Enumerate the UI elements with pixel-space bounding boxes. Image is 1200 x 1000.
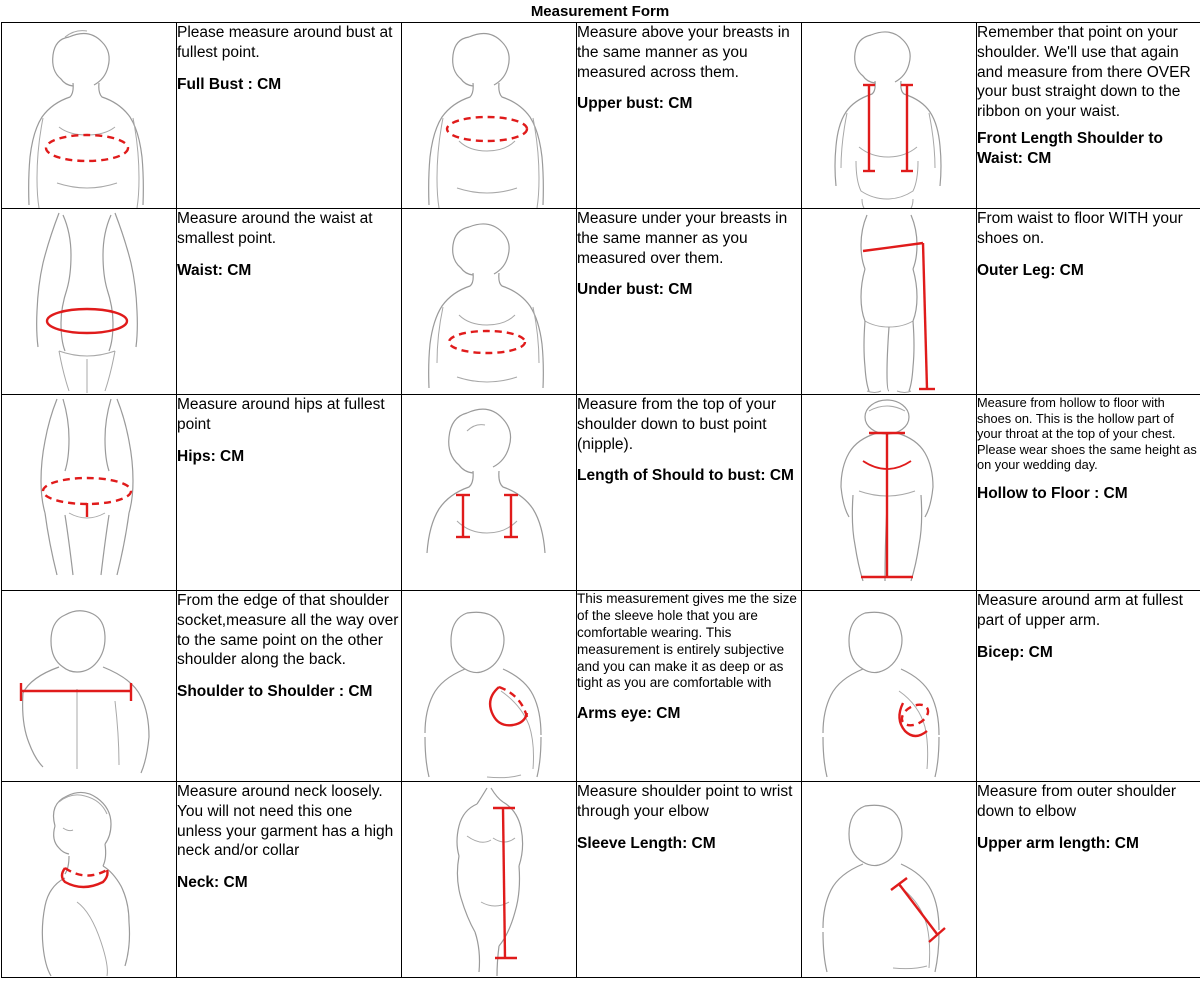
outer-leg-description: From waist to floor WITH your shoes on. — [977, 210, 1183, 247]
full-bust-label: Full Bust : CM — [177, 75, 282, 93]
sleeve-length-label: Sleeve Length: CM — [577, 834, 716, 852]
bicep-figure — [802, 591, 977, 782]
shoulder-to-bust-label: Length of Should to bust: CM — [577, 467, 794, 485]
outer-leg-label: Outer Leg: CM — [977, 261, 1084, 279]
outer-leg-cell — [977, 209, 1200, 395]
shoulder-to-shoulder-figure — [2, 591, 177, 782]
table-row — [2, 395, 1200, 591]
upper-arm-length-figure — [802, 782, 977, 978]
under-bust-label: Under bust: CM — [577, 281, 693, 299]
upper-bust-cell — [577, 23, 802, 209]
upper-arm-length-label: Upper arm length: CM — [977, 834, 1139, 852]
upper-bust-label: Upper bust: CM — [577, 95, 693, 113]
neck-label: Neck: CM — [177, 874, 248, 892]
under-bust-description: Measure under your breasts in the same manner as you measured over them. — [577, 210, 788, 267]
hips-cell — [177, 395, 402, 591]
shoulder-to-shoulder-cell — [177, 591, 402, 782]
sleeve-length-cell — [577, 782, 802, 978]
upper-bust-description: Measure above your breasts in the same manner as you measured across them. — [577, 24, 790, 81]
under-bust-cell — [577, 209, 802, 395]
under-bust-figure — [402, 209, 577, 395]
waist-cell — [177, 209, 402, 395]
outer-leg-figure — [802, 209, 977, 395]
bicep-label: Bicep: CM — [977, 643, 1053, 661]
neck-cell — [177, 782, 402, 978]
full-bust-cell — [177, 23, 402, 209]
shoulder-to-bust-cell — [577, 395, 802, 591]
front-length-figure — [802, 23, 977, 209]
bust-front-figure — [2, 23, 177, 209]
arms-eye-description: This measurement gives me the size of the sleeve hole that you are comfortable wearing. This measurement is entirely subjective and you can make it as deep or as tight as you are comfortable with — [577, 591, 797, 691]
hips-figure — [2, 395, 177, 591]
bicep-description: Measure around arm at fullest part of upper arm. — [977, 592, 1183, 629]
waist-label: Waist: CM — [177, 261, 252, 279]
table-row — [2, 23, 1200, 209]
neck-description: Measure around neck loosely. You will not need this one unless your garment has a high neck and/or collar — [177, 783, 394, 860]
front-length-cell — [977, 23, 1200, 209]
bicep-cell — [977, 591, 1200, 782]
neck-figure — [2, 782, 177, 978]
hollow-to-floor-description: Measure from hollow to floor with shoes on. This is the hollow part of your throat at the top of your chest. Please wear shoes the same height as on your wedding day. — [977, 395, 1197, 473]
arms-eye-label: Arms eye: CM — [577, 705, 681, 723]
hips-description: Measure around hips at fullest point — [177, 396, 385, 433]
hollow-to-floor-cell — [977, 395, 1200, 591]
waist-figure — [2, 209, 177, 395]
table-row — [2, 591, 1200, 782]
sleeve-length-figure — [402, 782, 577, 978]
hollow-to-floor-figure — [802, 395, 977, 591]
front-length-description: Remember that point on your shoulder. We'll use that again and measure from there OVER your bust straight down to the ribbon on your waist. — [977, 24, 1191, 121]
arms-eye-figure — [402, 591, 577, 782]
shoulder-to-bust-description: Measure from the top of your shoulder down to bust point (nipple). — [577, 396, 777, 453]
sleeve-length-description: Measure shoulder point to wrist through your elbow — [577, 783, 793, 820]
hips-label: Hips: CM — [177, 447, 245, 465]
arms-eye-cell — [577, 591, 802, 782]
full-bust-description: Please measure around bust at fullest point. — [177, 24, 393, 61]
waist-description: Measure around the waist at smallest point. — [177, 210, 373, 247]
front-length-label: Front Length Shoulder to Waist: CM — [977, 130, 1163, 167]
hollow-to-floor-label: Hollow to Floor : CM — [977, 485, 1128, 503]
table-row — [2, 209, 1200, 395]
shoulder-to-shoulder-description: From the edge of that shoulder socket,measure all the way over to the same point on the other shoulder along the back. — [177, 592, 399, 669]
page-title: Measurement Form — [530, 3, 670, 20]
upper-arm-length-cell — [977, 782, 1200, 978]
table-row — [2, 782, 1200, 978]
shoulder-to-shoulder-label: Shoulder to Shoulder : CM — [177, 683, 373, 701]
measurement-table — [1, 22, 1200, 978]
upper-arm-length-description: Measure from outer shoulder down to elbow — [977, 783, 1177, 820]
shoulder-to-bust-figure — [402, 395, 577, 591]
upper-bust-figure — [402, 23, 577, 209]
